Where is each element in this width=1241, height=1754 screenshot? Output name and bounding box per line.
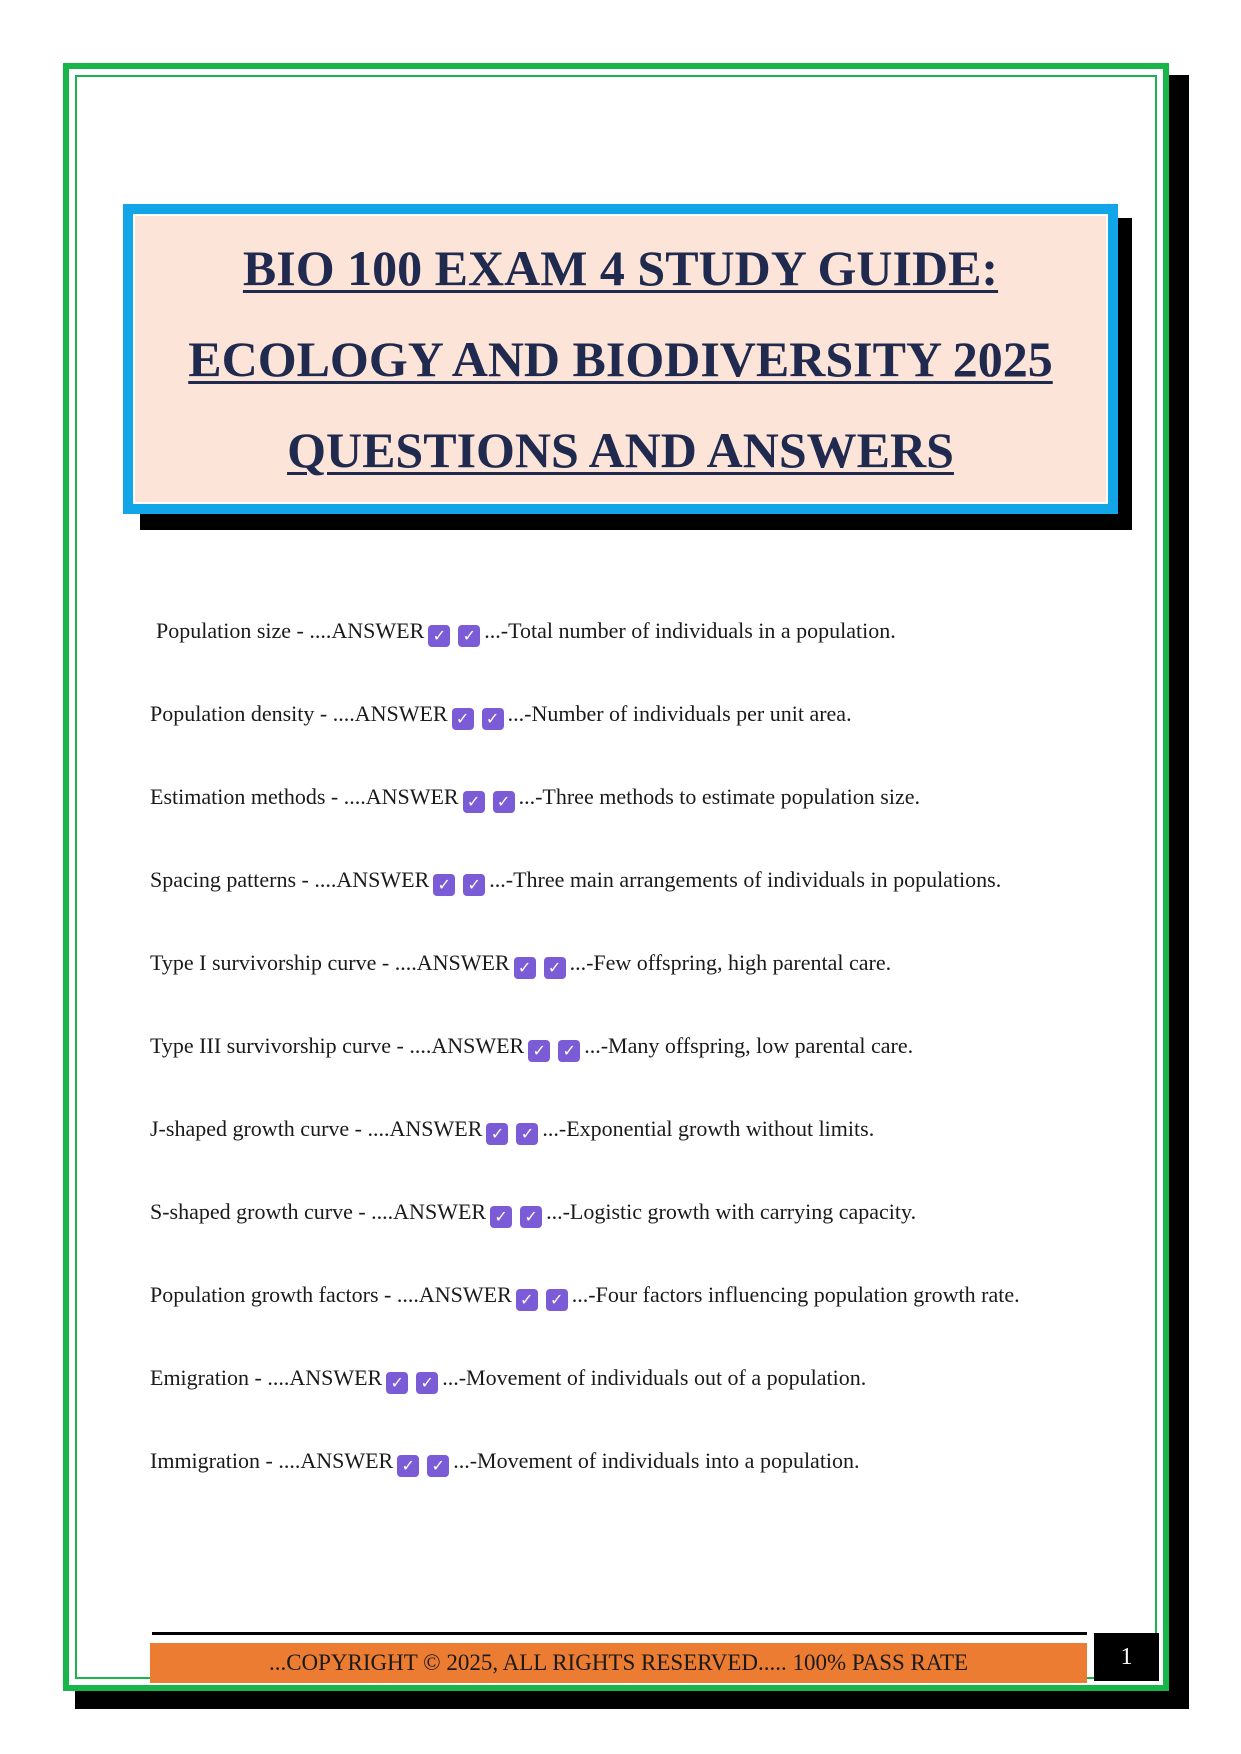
check-mark-icon: ✓: [544, 957, 566, 979]
check-mark-icon: ✓: [482, 708, 504, 730]
answer-suffix: ...-: [507, 701, 532, 726]
qa-term: S-shaped growth curve -: [150, 1199, 372, 1224]
answer-suffix: ...-: [484, 618, 509, 643]
qa-item: [150, 1347, 1100, 1409]
answer-marker: ....ANSWER: [309, 618, 425, 643]
check-mark-icon: ✓: [428, 625, 450, 647]
qa-answer: Exponential growth without limits.: [566, 1116, 875, 1141]
qa-answer: Movement of individuals into a population.: [477, 1448, 860, 1473]
qa-term: Spacing patterns -: [150, 867, 315, 892]
check-mark-icon: ✓: [486, 1123, 508, 1145]
qa-item: [150, 1264, 1100, 1326]
answer-marker: ....ANSWER: [394, 950, 510, 975]
check-mark-icon: ✓: [433, 874, 455, 896]
qa-item: [150, 600, 1100, 662]
qa-answer: Movement of individuals out of a population.: [466, 1365, 867, 1390]
qa-term: Immigration -: [150, 1448, 279, 1473]
qa-item: [150, 1098, 1100, 1160]
answer-marker: ....ANSWER: [396, 1282, 512, 1307]
title-line-2: ECOLOGY AND BIODIVERSITY 2025: [188, 330, 1053, 387]
answer-suffix: ...-: [542, 1116, 567, 1141]
answer-suffix: ...-: [489, 867, 514, 892]
check-mark-icon: ✓: [458, 625, 480, 647]
check-mark-icon: ✓: [490, 1206, 512, 1228]
check-mark-icon: ✓: [386, 1372, 408, 1394]
answer-marker: ....ANSWER: [367, 1116, 483, 1141]
qa-answer: Logistic growth with carrying capacity.: [569, 1199, 917, 1224]
check-mark-icon: ✓: [416, 1372, 438, 1394]
check-mark-icon: ✓: [546, 1289, 568, 1311]
answer-marker: ....ANSWER: [267, 1365, 383, 1390]
check-mark-icon: ✓: [463, 791, 485, 813]
check-mark-icon: ✓: [528, 1040, 550, 1062]
answer-marker: ....ANSWER: [332, 701, 448, 726]
check-mark-icon: ✓: [463, 874, 485, 896]
answer-suffix: ...-: [453, 1448, 478, 1473]
answer-suffix: ...-: [584, 1033, 609, 1058]
qa-item: [150, 683, 1100, 745]
qa-answer: Four factors influencing population growth rate.: [595, 1282, 1020, 1307]
qa-item: [150, 932, 1100, 994]
qa-list: [150, 600, 1100, 1513]
page-number: 1: [1094, 1633, 1159, 1681]
answer-marker: ....ANSWER: [409, 1033, 525, 1058]
qa-item: [150, 1181, 1100, 1243]
qa-answer: Total number of individuals in a population.: [508, 618, 896, 643]
qa-item: [150, 1015, 1100, 1077]
footer-copyright-bar: ...COPYRIGHT © 2025, ALL RIGHTS RESERVED..... 100% PASS RATE: [150, 1643, 1087, 1683]
title-box: [123, 204, 1118, 514]
qa-answer: Three methods to estimate population size.: [542, 784, 920, 809]
qa-term: Type I survivorship curve -: [150, 950, 395, 975]
check-mark-icon: ✓: [558, 1040, 580, 1062]
qa-answer: Few offspring, high parental care.: [593, 950, 892, 975]
title-line-1: BIO 100 EXAM 4 STUDY GUIDE:: [242, 239, 999, 296]
qa-term: Population size -: [156, 618, 310, 643]
check-mark-icon: ✓: [520, 1206, 542, 1228]
qa-term: Emigration -: [150, 1365, 268, 1390]
answer-suffix: ...-: [518, 784, 543, 809]
answer-suffix: ...-: [571, 1282, 596, 1307]
answer-marker: ....ANSWER: [371, 1199, 487, 1224]
answer-marker: ....ANSWER: [343, 784, 459, 809]
answer-marker: ....ANSWER: [278, 1448, 394, 1473]
qa-term: Type III survivorship curve -: [150, 1033, 410, 1058]
qa-term: Estimation methods -: [150, 784, 344, 809]
check-mark-icon: ✓: [514, 957, 536, 979]
qa-item: [150, 1430, 1100, 1492]
qa-answer: Three main arrangements of individuals in populations.: [513, 867, 1002, 892]
answer-suffix: ...-: [546, 1199, 570, 1224]
answer-marker: ....ANSWER: [314, 867, 430, 892]
title-box-inner: [133, 214, 1108, 504]
qa-item: [150, 766, 1100, 828]
qa-term: Population growth factors -: [150, 1282, 397, 1307]
qa-term: J-shaped growth curve -: [150, 1116, 368, 1141]
check-mark-icon: ✓: [516, 1123, 538, 1145]
check-mark-icon: ✓: [452, 708, 474, 730]
check-mark-icon: ✓: [493, 791, 515, 813]
check-mark-icon: ✓: [516, 1289, 538, 1311]
check-mark-icon: ✓: [427, 1455, 449, 1477]
qa-answer: Many offspring, low parental care.: [608, 1033, 914, 1058]
check-mark-icon: ✓: [397, 1455, 419, 1477]
qa-answer: Number of individuals per unit area.: [531, 701, 852, 726]
qa-term: Population density -: [150, 701, 333, 726]
title-line-3: QUESTIONS AND ANSWERS: [287, 421, 954, 478]
qa-item: [150, 849, 1100, 911]
footer-divider: [152, 1632, 1087, 1635]
answer-suffix: ...-: [442, 1365, 467, 1390]
answer-suffix: ...-: [569, 950, 594, 975]
